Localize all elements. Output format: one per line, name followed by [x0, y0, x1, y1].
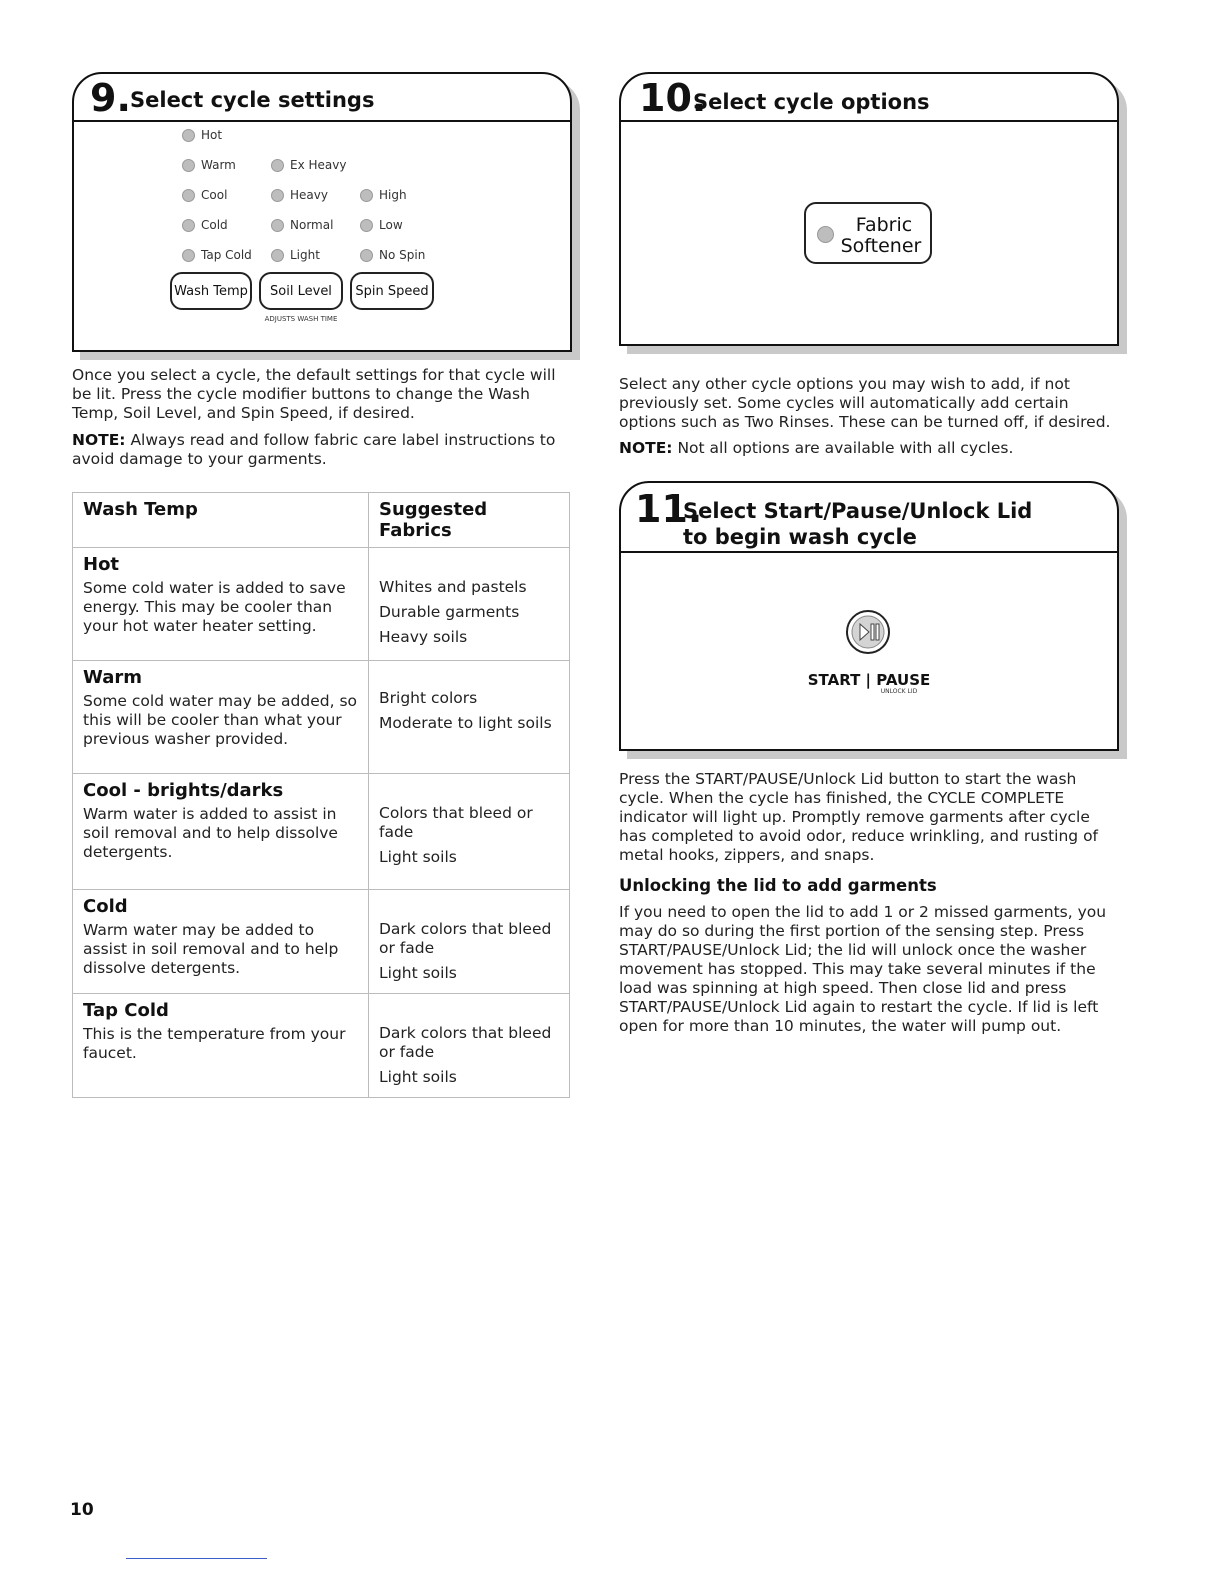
header-wash-temp: Wash Temp: [73, 493, 369, 548]
fabric-softener-label-1: Fabric: [855, 214, 913, 236]
step-11-paragraph: Press the START/PAUSE/Unlock Lid button to start the wash cycle. When the cycle has finished, the CYCLE COMPLETE indicator will light up. Promptly remove garments after cycle has completed to avoid odor, reduce wrinkling, and rusting of metal hooks, zippers, and snaps.: [619, 770, 1099, 864]
spin-speed-button[interactable]: Spin Speed: [350, 272, 434, 310]
unlocking-paragraph: If you need to open the lid to add 1 or 2 missed garments, you may do so during the first portion of the sensing step. Press START/PAUSE/Unlock Lid; the lid will unlock once the washer movement has stopped. This may take several minutes if the load was spinning at high speed. Then close lid and press START/PAUSE/Unlock Lid again to restart the cycle. If lid is left open for more than 10 minutes, the water will pump out.: [619, 903, 1107, 1035]
table-row: [73, 548, 570, 661]
setting-no-spin: No Spin: [360, 248, 425, 262]
led-icon: [182, 129, 195, 142]
page-number: 10: [70, 1500, 94, 1520]
setting-tap-cold: Tap Cold: [182, 248, 252, 262]
step-9-number: 9.: [90, 76, 131, 120]
led-icon: [271, 159, 284, 172]
step-9-paragraph: Once you select a cycle, the default settings for that cycle will be lit. Press the cycle modifier buttons to change the Wash Temp, Soil Level, and Spin Speed, if desired.: [72, 366, 556, 422]
led-icon: [182, 159, 195, 172]
led-icon: [182, 189, 195, 202]
row-description: This is the temperature from your faucet.: [83, 1025, 346, 1062]
soil-level-button[interactable]: Soil Level: [259, 272, 343, 310]
led-icon: [182, 249, 195, 262]
setting-hot: Hot: [182, 128, 222, 142]
wash-temp-button[interactable]: Wash Temp: [170, 272, 252, 310]
row-title: Tap Cold: [83, 1000, 169, 1021]
row-title: Warm: [83, 667, 142, 688]
step-9-note: NOTE: Always read and follow fabric care label instructions to avoid damage to your garments.: [72, 431, 556, 468]
fabric-item: Light soils: [379, 848, 457, 866]
header-suggested-fabrics: Suggested Fabrics: [369, 493, 570, 548]
led-icon: [360, 249, 373, 262]
fabric-item: Dark colors that bleed or fade: [379, 1024, 552, 1061]
row-description: Some cold water is added to save energy. This may be cooler than your hot water heater setting.: [83, 579, 346, 635]
row-description: Warm water is added to assist in soil removal and to help dissolve detergents.: [83, 805, 338, 861]
setting-heavy: Heavy: [271, 188, 328, 202]
led-icon: [271, 219, 284, 232]
fabric-item: Colors that bleed or fade: [379, 804, 533, 841]
fabric-item: Dark colors that bleed or fade: [379, 920, 552, 957]
fabric-item: Light soils: [379, 1068, 457, 1086]
fabric-item: Bright colors: [379, 689, 478, 707]
step-11-title-line-1: Select Start/Pause/Unlock Lid: [683, 499, 1033, 523]
step-10-panel: [619, 72, 1119, 346]
fabric-item: Durable garments: [379, 603, 520, 621]
led-icon: [360, 219, 373, 232]
fabric-item: Heavy soils: [379, 628, 468, 646]
step-9-title: Select cycle settings: [130, 88, 375, 112]
step-11-title-line-2: to begin wash cycle: [683, 525, 917, 549]
fabric-item: Whites and pastels: [379, 578, 527, 596]
setting-low: Low: [360, 218, 403, 232]
step-11-number: 11.: [635, 487, 703, 531]
setting-light: Light: [271, 248, 320, 262]
row-description: Some cold water may be added, so this will be cooler than what your previous washer provided.: [83, 692, 358, 748]
table-row: [73, 994, 570, 1098]
step-10-title: Select cycle options: [693, 90, 930, 114]
start-pause-button[interactable]: [845, 609, 891, 655]
setting-high: High: [360, 188, 407, 202]
table-row: [73, 774, 570, 890]
soil-level-caption: ADJUSTS WASH TIME: [264, 315, 338, 323]
fabric-softener-button[interactable]: [804, 202, 932, 264]
row-description: Warm water may be added to assist in soil removal and to help dissolve detergents.: [83, 921, 339, 977]
led-icon: [271, 189, 284, 202]
unlocking-subheading: Unlocking the lid to add garments: [619, 876, 937, 895]
footer-rule: [126, 1558, 267, 1559]
fabric-softener-led-icon: [817, 226, 834, 243]
wash-temp-table: [72, 492, 570, 1098]
fabric-softener-label-2: Softener: [840, 235, 922, 257]
step-9-header: [74, 74, 570, 122]
step-10-number: 10.: [639, 76, 707, 120]
step-10-note: NOTE: Not all options are available with all cycles.: [619, 439, 1014, 457]
led-icon: [182, 219, 195, 232]
step-10-header: [621, 74, 1117, 122]
setting-cool: Cool: [182, 188, 227, 202]
start-pause-label: START | PAUSE: [807, 671, 931, 689]
table-header: [73, 493, 570, 548]
setting-ex-heavy: Ex Heavy: [271, 158, 346, 172]
setting-cold: Cold: [182, 218, 228, 232]
row-title: Hot: [83, 554, 120, 575]
table-row: [73, 890, 570, 994]
setting-normal: Normal: [271, 218, 333, 232]
row-title: Cold: [83, 896, 128, 917]
play-pause-icon: [845, 609, 891, 655]
led-icon: [360, 189, 373, 202]
fabric-item: Light soils: [379, 964, 457, 982]
step-11-panel: [619, 481, 1119, 751]
fabric-item: Moderate to light soils: [379, 714, 552, 732]
step-10-paragraph: Select any other cycle options you may wish to add, if not previously set. Some cycles will automatically add certain options such as Two Rinses. These can be turned off, if desired.: [619, 375, 1111, 431]
unlock-lid-label: UNLOCK LID: [880, 688, 918, 695]
setting-warm: Warm: [182, 158, 236, 172]
table-row: [73, 661, 570, 774]
step-9-panel: [72, 72, 572, 352]
row-title: Cool - brights/darks: [83, 780, 284, 801]
led-icon: [271, 249, 284, 262]
step-11-header: [621, 483, 1117, 553]
